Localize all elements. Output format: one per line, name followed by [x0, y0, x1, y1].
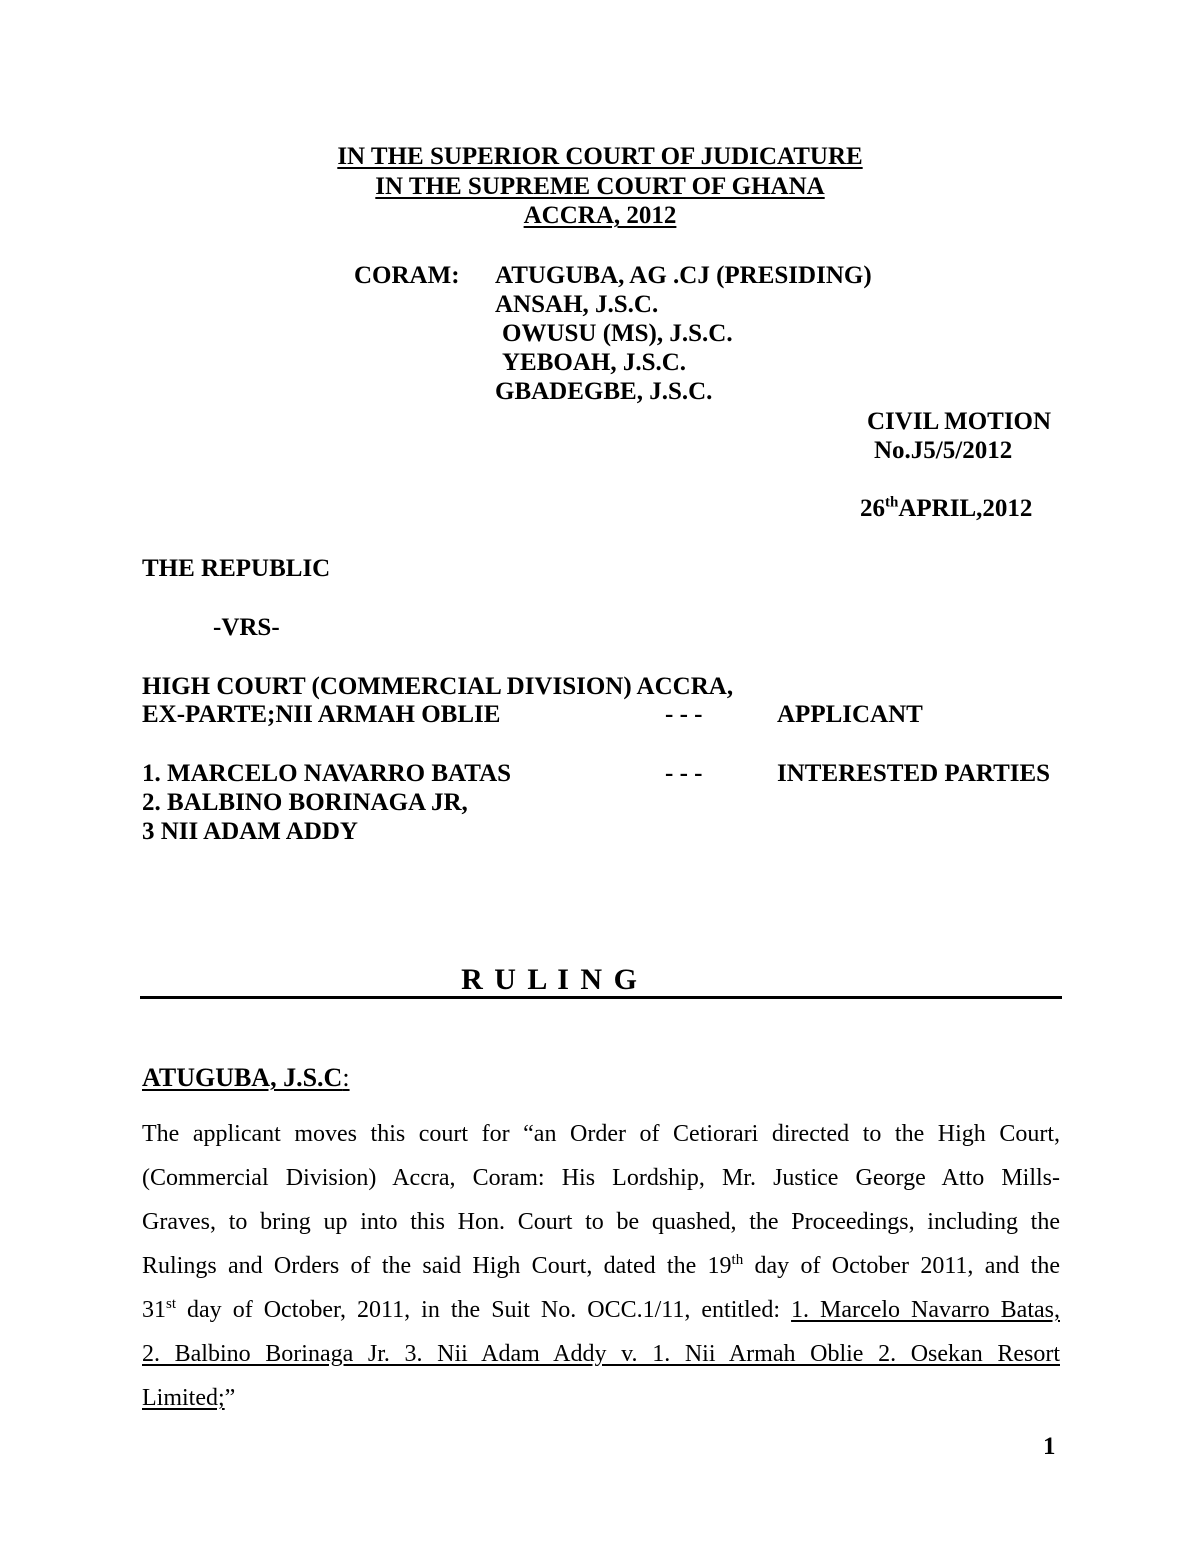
applicant-dashes: - - - — [665, 701, 703, 728]
coram-judge-2: ANSAH, J.S.C. — [495, 291, 659, 318]
interested-dashes: - - - — [665, 760, 703, 787]
paragraph-line-5: 31st day of October, 2011, in the Suit No. OCC.1/11, entitled: 1. Marcelo Navarro Batas, — [142, 1296, 1060, 1323]
versus-label: -VRS- — [213, 614, 280, 641]
court-header-text-1: IN THE SUPERIOR COURT OF JUDICATURE — [337, 143, 863, 170]
court-header-line-2 — [0, 172, 1200, 202]
paragraph-line-7: Limited;” — [142, 1385, 236, 1411]
interested-party-3: 3 NII ADAM ADDY — [142, 818, 358, 845]
paragraph-line-4: Rulings and Orders of the said High Court, dated the 19th day of October 2011, and the — [142, 1252, 1060, 1279]
respondent-line-1: HIGH COURT (COMMERCIAL DIVISION) ACCRA, — [142, 673, 734, 700]
ruling-paragraph — [142, 1112, 1060, 1420]
motion-number: No.J5/5/2012 — [874, 437, 1013, 464]
interested-party-1: 1. MARCELO NAVARRO BATAS — [142, 760, 512, 787]
applicant-role: APPLICANT — [777, 701, 923, 728]
paragraph-line-6: 2. Balbino Borinaga Jr. 3. Nii Adam Addy v. 1. Nii Armah Oblie 2. Osekan Resort — [142, 1341, 1060, 1367]
paragraph-line-1: The applicant moves this court for “an Order of Cetiorari directed to the High Court, — [142, 1121, 1060, 1147]
respondent-line-2: EX-PARTE;NII ARMAH OBLIE — [142, 701, 501, 728]
paragraph-line-3: Graves, to bring up into this Hon. Court to be quashed, the Proceedings, including the — [142, 1209, 1060, 1235]
court-header-line-1 — [0, 142, 1200, 172]
motion-type: CIVIL MOTION — [867, 408, 1052, 435]
interested-role: INTERESTED PARTIES — [777, 760, 1051, 787]
interested-party-2: 2. BALBINO BORINAGA JR, — [142, 789, 468, 816]
court-header-line-3 — [0, 201, 1200, 231]
ruling-author: ATUGUBA, J.S.C: — [142, 1063, 350, 1092]
ruling-divider — [140, 996, 1062, 999]
party-republic: THE REPUBLIC — [142, 555, 331, 582]
paragraph-line-2: (Commercial Division) Accra, Coram: His Lordship, Mr. Justice George Atto Mills- — [142, 1165, 1060, 1191]
ruling-title: R U L I N G — [461, 963, 639, 996]
motion-date: 26thAPRIL,2012 — [860, 494, 1033, 522]
court-header-text-3: ACCRA, 2012 — [523, 202, 677, 229]
coram-judge-3: OWUSU (MS), J.S.C. — [502, 320, 733, 347]
coram-judge-4: YEBOAH, J.S.C. — [502, 349, 687, 376]
coram-judge-5: GBADEGBE, J.S.C. — [495, 378, 713, 405]
court-header-text-2: IN THE SUPREME COURT OF GHANA — [375, 173, 825, 200]
coram-label: CORAM: — [354, 262, 460, 289]
coram-judge-1: ATUGUBA, AG .CJ (PRESIDING) — [495, 262, 872, 289]
page-number: 1 — [1043, 1433, 1056, 1460]
